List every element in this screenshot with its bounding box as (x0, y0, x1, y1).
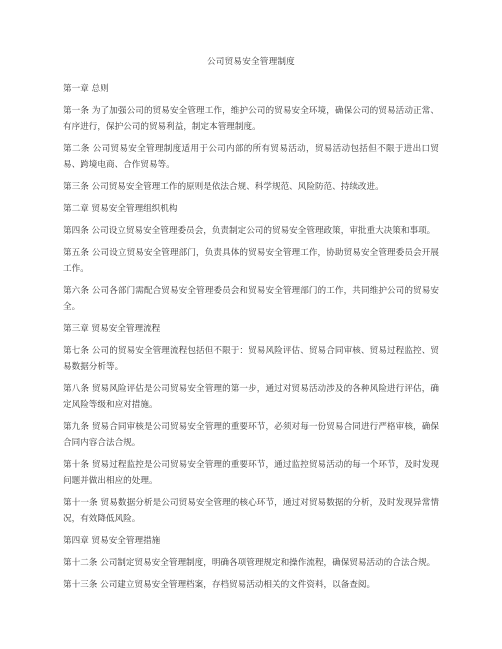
article-9: 第九条 贸易合同审核是公司贸易安全管理的重要环节，必须对每一份贸易合同进行严格审核，确保合同内容合法合规。 (63, 422, 439, 448)
article-3: 第三条 公司贸易安全管理工作的原则是依法合规、科学规范、风险防范、持续改进。 (63, 182, 384, 192)
article-8: 第八条 贸易风险评估是公司贸易安全管理的第一步，通过对贸易活动涉及的各种风险进行评估，确定风险等级和应对措施。 (63, 384, 439, 410)
document-title: 公司贸易安全管理制度 (207, 57, 295, 67)
article-2: 第二条 公司贸易安全管理制度适用于公司内部的所有贸易活动，贸易活动包括但不限于进出口贸易、跨境电商、合作贸易等。 (63, 144, 439, 170)
article-13: 第十三条 公司建立贸易安全管理档案，存档贸易活动相关的文件资料，以备查阅。 (63, 580, 376, 590)
chapter-heading-4: 第四章 贸易安全管理措施 (63, 536, 161, 546)
article-10: 第十条 贸易过程监控是公司贸易安全管理的重要环节，通过监控贸易活动的每一个环节，及时发现问题并做出相应的处理。 (63, 460, 439, 486)
article-11: 第十一条 贸易数据分析是公司贸易安全管理的核心环节，通过对贸易数据的分析，及时发现异常情况，有效降低风险。 (63, 498, 439, 524)
article-1: 第一条 为了加强公司的贸易安全管理工作，维护公司的贸易安全环境，确保公司的贸易活动正常、有序进行，保护公司的贸易利益，制定本管理制度。 (63, 106, 439, 132)
chapter-heading-1: 第一章 总则 (63, 84, 109, 94)
article-6: 第六条 公司各部门需配合贸易安全管理委员会和贸易安全管理部门的工作，共同维护公司的贸易安全。 (63, 286, 439, 312)
chapter-heading-2: 第二章 贸易安全管理组织机构 (63, 204, 178, 214)
article-12: 第十二条 公司制定贸易安全管理制度，明确各项管理规定和操作流程，确保贸易活动的合法合规。 (63, 558, 436, 568)
article-7: 第七条 公司的贸易安全管理流程包括但不限于：贸易风险评估、贸易合同审核、贸易过程监控、贸易数据分析等。 (63, 346, 439, 372)
article-5: 第五条 公司设立贸易安全管理部门，负责具体的贸易安全管理工作，协助贸易安全管理委员会开展工作。 (63, 248, 439, 274)
chapter-heading-3: 第三章 贸易安全管理流程 (63, 324, 161, 334)
article-4: 第四条 公司设立贸易安全管理委员会，负责制定公司的贸易安全管理政策，审批重大决策和事项。 (63, 226, 436, 236)
